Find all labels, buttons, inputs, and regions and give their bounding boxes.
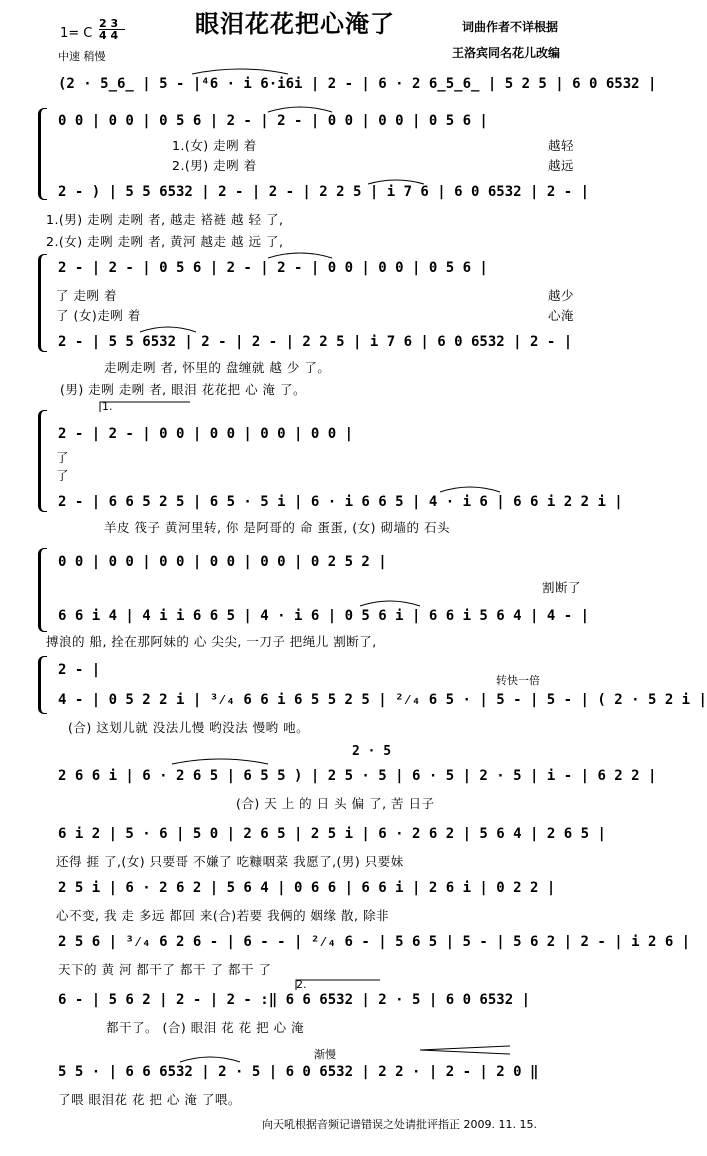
- lyric-line: 越远: [548, 158, 575, 173]
- slur: [172, 759, 268, 764]
- lyric-line: (男) 走咧 走咧 者, 眼泪 花花把 心 淹 了。: [60, 382, 307, 397]
- key-signature: 1= C: [60, 26, 93, 41]
- time-signature-top: 2 3: [99, 17, 119, 30]
- upper-note: 2 · 5: [352, 744, 392, 759]
- notation-line-15: 6 - | 5 6 2 | 2 - | 2 - :‖ 6 6 6532 | 2 · 5 | 6 0 6532 |: [58, 992, 531, 1008]
- lyric-line: 了: [56, 468, 70, 483]
- lyric-line: 走咧走咧 者, 怀里的 盘缠就 越 少 了。: [104, 360, 331, 375]
- tempo-marking: 中速 稍慢: [58, 50, 106, 63]
- time-signature-bottom: 4 4: [99, 29, 119, 42]
- speed-up-marking: 转快一倍: [496, 674, 540, 687]
- notation-line-11: 2 6 6 i | 6 · 2 6 5 | 6 5 5 ) | 2 5 · 5 | 6 · 5 | 2 · 5 | i - | 6 2 2 |: [58, 768, 657, 784]
- notation-line-16: 5 5 · | 6 6 6532 | 2 · 5 | 6 0 6532 | 2 2 · | 2 - | 2 0 ‖: [58, 1064, 539, 1080]
- lyric-line: 1.(男) 走咧 走咧 者, 越走 褡裢 越 轻 了,: [46, 212, 284, 227]
- slur: [268, 107, 332, 112]
- notation-line-7: 0 0 | 0 0 | 0 0 | 0 0 | 0 0 | 0 2 5 2 |: [58, 554, 387, 570]
- notation-line-14: 2 5 6 | ³⁄₄ 6 2 6 - | 6 - - | ²⁄₄ 6 - | 5 6 5 | 5 - | 5 6 2 | 2 - | i 2 6 |: [58, 934, 691, 950]
- lyric-line: 羊皮 筏子 黄河里转, 你 是阿哥的 命 蛋蛋, (女) 砌墙的 石头: [104, 520, 450, 535]
- slur: [268, 253, 332, 258]
- lyric-line: 了 (女)走咧 着: [56, 308, 141, 323]
- slow-down-marking: 渐慢: [314, 1048, 336, 1061]
- lyric-line: 天下的 黄 河 都干了 都干 了 都干 了: [58, 962, 272, 977]
- slur: [368, 180, 424, 184]
- lyric-line: 了喂 眼泪花 花 把 心 淹 了喂。: [58, 1092, 241, 1107]
- lyric-line: 心不变, 我 走 多远 都回 来(合)若要 我俩的 姻缘 散, 除非: [56, 908, 389, 923]
- lyric-line: 还得 捱 了,(女) 只要哥 不嫌了 吃糠咽菜 我愿了,(男) 只要妹: [56, 854, 404, 869]
- credit-line-2: 王洛宾同名花儿改编: [452, 46, 561, 60]
- volta-2-mark: 2.: [296, 978, 307, 991]
- decrescendo-hairpin: [420, 1046, 510, 1054]
- notation-line-10: 4 - | 0 5 2 2 i | ³⁄₄ 6 6 i 6 5 5 2 5 | ²⁄₄ 6 5 · | 5 - | 5 - | ( 2 · 5 2 i |: [58, 692, 707, 708]
- volta-bracket: [296, 980, 380, 990]
- credit-line-1: 词曲作者不详根据: [462, 20, 559, 34]
- volta-1-mark: 1.: [102, 400, 113, 413]
- notation-line-4: 2 - | 5 5 6532 | 2 - | 2 - | 2 2 5 | i 7 6 | 6 0 6532 | 2 - |: [58, 334, 573, 350]
- lyric-line: 2.(女) 走咧 走咧 者, 黄河 越走 越 远 了,: [46, 234, 284, 249]
- lyric-line: 割断了: [542, 580, 582, 595]
- slur: [140, 327, 196, 332]
- volta-bracket: [100, 402, 190, 412]
- notation-line-1: 0 0 | 0 0 | 0 5 6 | 2 - | 2 - | 0 0 | 0 0 | 0 5 6 |: [58, 113, 488, 129]
- notation-line-13: 2 5 i | 6 · 2 6 2 | 5 6 4 | 0 6 6 | 6 6 i | 2 6 i | 0 2 2 |: [58, 880, 556, 896]
- lyric-line: 1.(女) 走咧 着: [172, 138, 257, 153]
- footer-note: 向天吼根据音频记谱错误之处请批评指正 2009. 11. 15.: [262, 1118, 537, 1131]
- notation-line-8: 6 6 i 4 | 4 i i 6 6 5 | 4 · i 6 | 0 5 6 i | 6 6 i 5 6 4 | 4 - |: [58, 608, 590, 624]
- lyric-line: 越少: [548, 288, 575, 303]
- notation-line-intro: (2 · 5̲6̲ | 5 - |⁴6 · i 6·i6i | 2 - | 6 · 2 6̲5̲6̲ | 5 2 5 | 6 0 6532 |: [58, 76, 657, 92]
- lyric-line: 越轻: [548, 138, 575, 153]
- slur: [180, 1057, 240, 1062]
- slur: [360, 601, 420, 606]
- lyric-line: 2.(男) 走咧 着: [172, 158, 257, 173]
- song-title: 眼泪花花把心淹了: [195, 10, 395, 38]
- lyric-line: 了 走咧 着: [56, 288, 117, 303]
- lyric-line: 都干了。 (合) 眼泪 花 花 把 心 淹: [106, 1020, 305, 1035]
- slur: [440, 487, 500, 492]
- notation-line-3: 2 - | 2 - | 0 5 6 | 2 - | 2 - | 0 0 | 0 0 | 0 5 6 |: [58, 260, 488, 276]
- notation-line-12: 6 i 2 | 5 · 6 | 5 0 | 2 6 5 | 2 5 i | 6 · 2 6 2 | 5 6 4 | 2 6 5 |: [58, 826, 606, 842]
- notation-line-9: 2 - |: [58, 662, 101, 678]
- notation-line-5: 2 - | 2 - | 0 0 | 0 0 | 0 0 | 0 0 |: [58, 426, 354, 442]
- lyric-line: 搏浪的 船, 拴在那阿妹的 心 尖尖, 一刀子 把绳儿 割断了,: [46, 634, 377, 649]
- lyric-line: 了: [56, 450, 70, 465]
- notation-line-6: 2 - | 6 6 5 2 5 | 6 5 · 5 i | 6 · i 6 6 5 | 4 · i 6 | 6 6 i 2 2 i |: [58, 494, 623, 510]
- lyric-line: (合) 天 上 的 日 头 偏 了, 苦 日子: [236, 796, 435, 811]
- notation-line-2: 2 - ) | 5 5 6532 | 2 - | 2 - | 2 2 5 | i 7 6 | 6 0 6532 | 2 - |: [58, 184, 590, 200]
- slur: [192, 69, 288, 74]
- lyric-line: 心淹: [548, 308, 575, 323]
- lyric-line: (合) 这划儿就 没法儿慢 哟没法 慢哟 吔。: [68, 720, 310, 735]
